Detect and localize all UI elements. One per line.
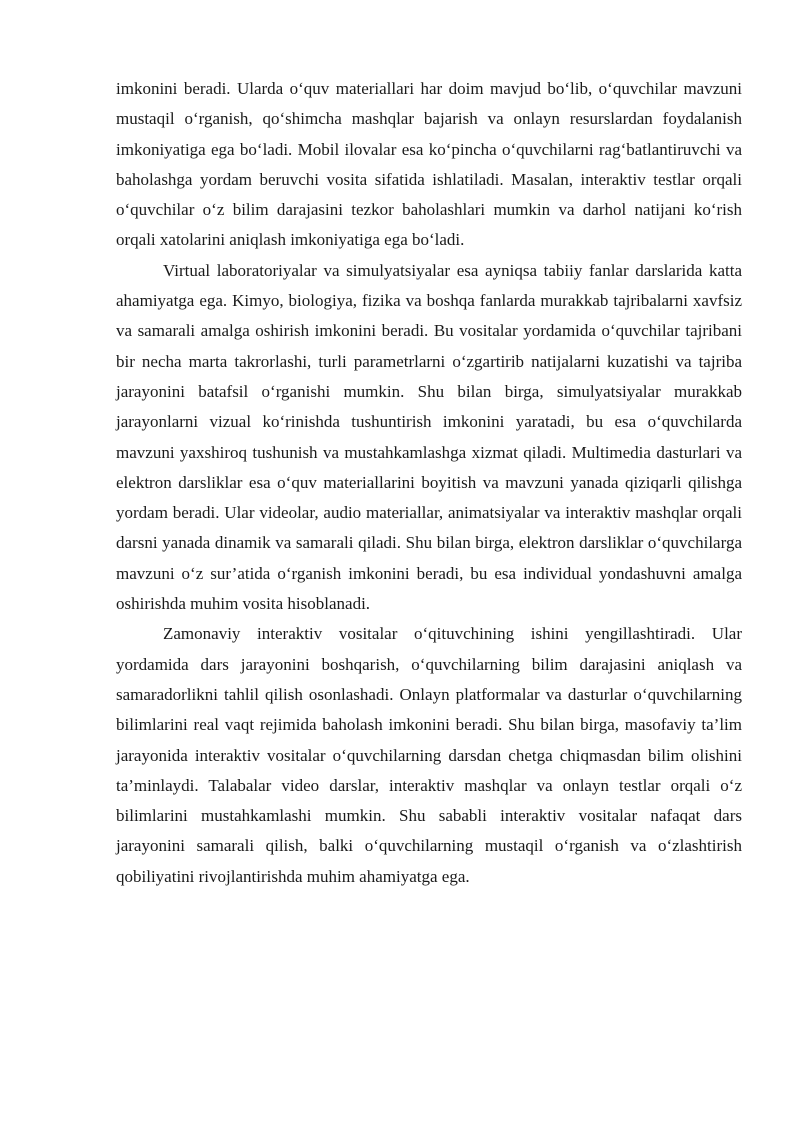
paragraph-continuation: imkonini beradi. Ularda o‘quv materiallari har doim mavjud bo‘lib, o‘quvchilar mavzuni mustaqil o‘rganish, qo‘shimcha mashqlar bajarish va onlayn resurslardan foydalanish imkoniyatiga ega bo‘ladi. Mobil ilovalar esa ko‘pincha o‘quvchilarni rag‘batlantiruvchi va baholashga yordam beruvchi vosita sifatida ishlatiladi. Masalan, interaktiv testlar orqali o‘quvchilar o‘z bilim darajasini tezkor baholashlari mumkin va darhol natijani ko‘rish orqali xatolarini aniqlash imkoniyatiga ega bo‘ladi.: [116, 79, 742, 250]
paragraph-virtual-labs: Virtual laboratoriyalar va simulyatsiyalar esa ayniqsa tabiiy fanlar darslarida katta ahamiyatga ega. Kimyo, biologiya, fizika va boshqa fanlarda murakkab tajribalarni xavfsiz va samarali amalga oshirish imkonini beradi. Bu vositalar yordamida o‘quvchilar tajribani bir necha marta takrorlashi, turli parametrlarni o‘zgartirib natijalarni kuzatishi va tajriba jarayonini batafsil o‘rganishi mumkin. Shu bilan birga, simulyatsiyalar murakkab jarayonlarni vizual ko‘rinishda tushuntirish imkonini yaratadi, bu esa o‘quvchilarda mavzuni yaxshiroq tushunish va mustahkamlashga xizmat qiladi. Multimedia dasturlari va elektron darsliklar esa o‘quv materiallarini boyitish va mavzuni yanada qiziqarli qilishga yordam beradi. Ular videolar, audio materiallar, animatsiyalar va interaktiv mashqlar orqali darsni yanada dinamik va samarali qiladi. Shu bilan birga, elektron darsliklar o‘quvchilarga mavzuni o‘z sur’atida o‘rganish imkonini beradi, bu esa individual yondashuvni amalga oshirishda muhim vosita hisoblanadi.: [116, 260, 742, 614]
body-text: [116, 74, 742, 892]
paragraph-modern-tools: Zamonaviy interaktiv vositalar o‘qituvchining ishini yengillashtiradi. Ular yordamida dars jarayonini boshqarish, o‘quvchilarning bilim darajasini aniqlash va samaradorlikni tahlil qilish osonlashadi. Onlayn platformalar va dasturlar o‘quvchilarning bilimlarini real vaqt rejimida baholash imkonini beradi. Shu bilan birga, masofaviy ta’lim jarayonida interaktiv vositalar o‘quvchilarning darsdan chetga chiqmasdan bilim olishini ta’minlaydi. Talabalar video darslar, interaktiv mashqlar va onlayn testlar orqali o‘z bilimlarini mustahkamlashi mumkin. Shu sababli interaktiv vositalar nafaqat dars jarayonini samarali qilish, balki o‘quvchilarning mustaqil o‘rganish va o‘zlashtirish qobiliyatini rivojlantirishda muhim ahamiyatga ega.: [116, 624, 742, 886]
